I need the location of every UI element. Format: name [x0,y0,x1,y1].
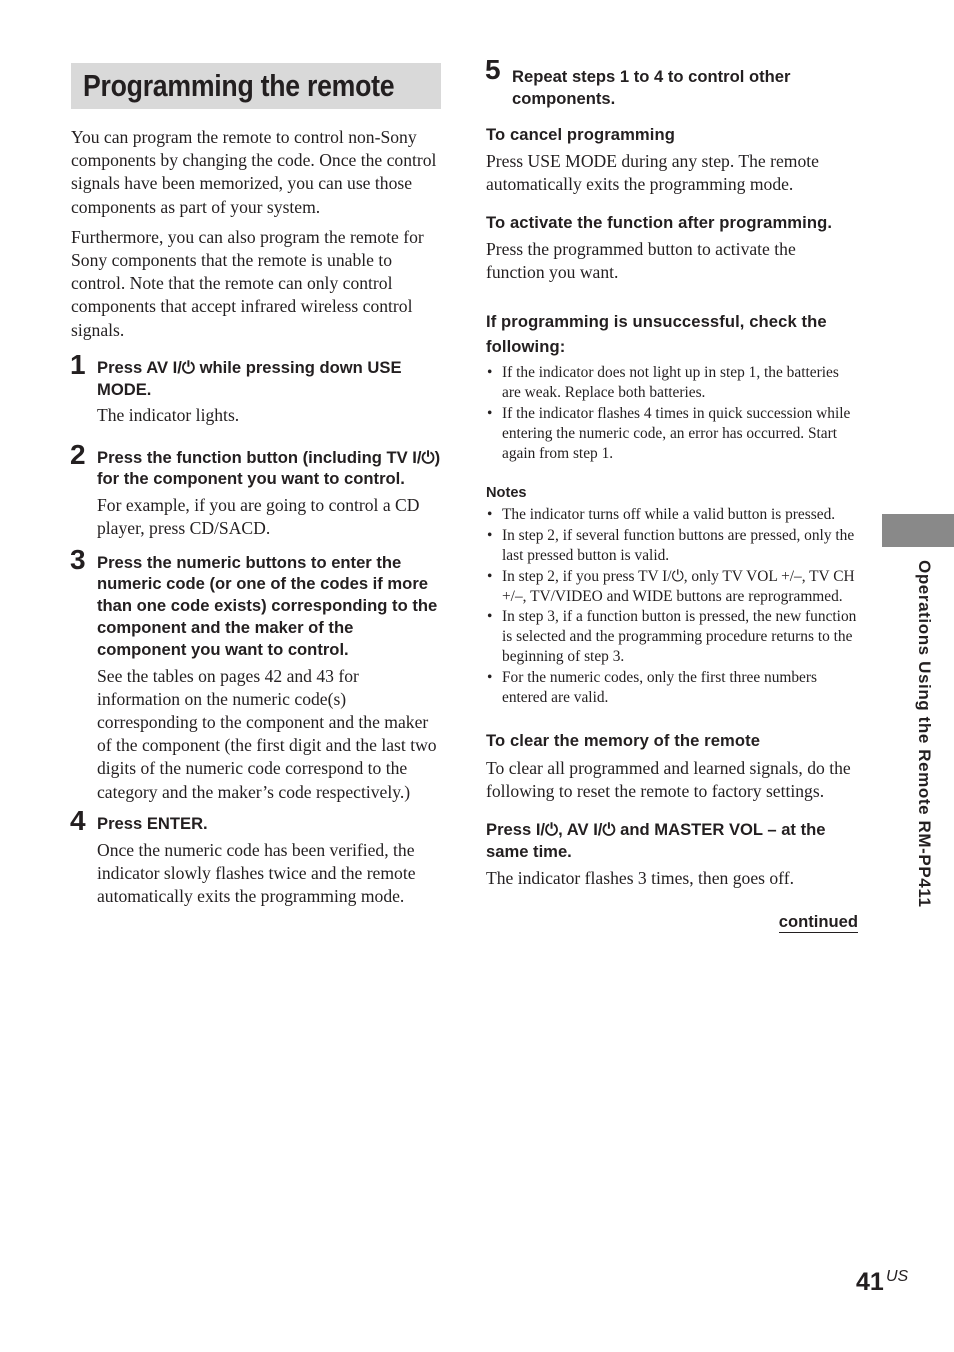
step-1 [70,348,441,428]
step-number: 1 [70,348,86,380]
continued-label: continued [778,912,858,932]
step-4 [70,804,441,908]
title-box [71,63,441,109]
step-text: Once the numeric code has been verified, the indicator slowly flashes twice and the remote automatically exits the programming mode. [97,839,416,907]
continued-marker [486,912,858,932]
list-item: • For the numeric codes, only the first three numbers entered are valid. [486,668,858,708]
notes-heading: Notes [486,485,527,502]
step-heading: Press the numeric buttons to enter the numeric code (or one of the codes if more than one code exists) corresponding to the component and the maker of the component you want to control. [97,552,438,659]
intro-paragraph-1: You can program the remote to control non-Sony components by changing the code. Once the control signals have been memorized, you can use those components as part of your system. [71,127,437,217]
list-item: • If the indicator does not light up in step 1, the batteries are weak. Replace both batteries. [486,363,858,403]
step-text: See the tables on pages 42 and 43 for information on the numeric code(s) corresponding to the component and the maker of the component (the first digit and the last two digits of the numeric code correspond to the category and the maker’s code respectively.) [97,665,437,802]
page-region: US [886,1268,909,1285]
right-column [485,54,858,932]
page-number: 41 [856,1268,884,1296]
clear-result: The indicator flashes 3 times, then goes off. [486,867,794,888]
step-heading: Press ENTER. [97,813,208,833]
step-5 [485,54,858,110]
page-title: Programming the remote [83,68,395,103]
step-text: The indicator lights. [97,405,240,426]
notes-list [486,505,858,707]
clear-action: Press I/⏻, AV I/⏻ and MASTER VOL – at the same time. [486,820,826,862]
activate-heading: To activate the function after programming. [486,212,833,232]
section-tab [882,514,954,547]
left-column [71,63,441,908]
step-number: 4 [70,804,86,836]
step-number: 5 [485,54,501,85]
step-heading: Press AV I/⏻ while pressing down USE MODE. [97,357,402,399]
step-3 [70,543,441,804]
step-number: 2 [70,438,86,470]
section-label: Operations Using the Remote RM-PP411 [915,560,934,908]
step-heading: Repeat steps 1 to 4 to control other components. [512,67,791,108]
unsuccessful-list [486,363,858,463]
step-heading: Press the function button (including TV I/⏻) for the component you want to control. [97,447,441,489]
step-number: 3 [70,543,86,575]
intro-paragraph-2: Furthermore, you can also program the remote for Sony components that the remote is unable to control. Note that the remote can only control components that accept infrared wireless control signals. [71,226,424,340]
activate-text: Press the programmed button to activate the function you want. [486,239,796,283]
clear-text: To clear all programmed and learned signals, do the following to reset the remote to factory settings. [486,757,851,802]
list-item: • In step 2, if you press TV I/⏻, only TV VOL +/–, TV CH +/–, TV/VIDEO and WIDE buttons are reprogrammed. [486,567,858,607]
step-text: For example, if you are going to control a CD player, press CD/SACD. [97,495,420,539]
clear-heading: To clear the memory of the remote [486,731,761,751]
list-item: • The indicator turns off while a valid button is pressed. [486,505,858,525]
list-item: • In step 3, if a function button is pressed, the new function is selected and the programming procedure returns to the beginning of step 3. [486,607,858,666]
list-item: • In step 2, if several function buttons are pressed, only the last pressed button is valid. [486,526,858,566]
unsuccessful-heading: If programming is unsuccessful, check the following: [486,312,827,356]
cancel-heading: To cancel programming [486,124,675,144]
step-2 [70,438,441,541]
list-item: • If the indicator flashes 4 times in quick succession while entering the numeric code, an error has occurred. Start again from step 1. [486,404,858,463]
cancel-text: Press USE MODE during any step. The remote automatically exits the programming mode. [486,151,819,195]
